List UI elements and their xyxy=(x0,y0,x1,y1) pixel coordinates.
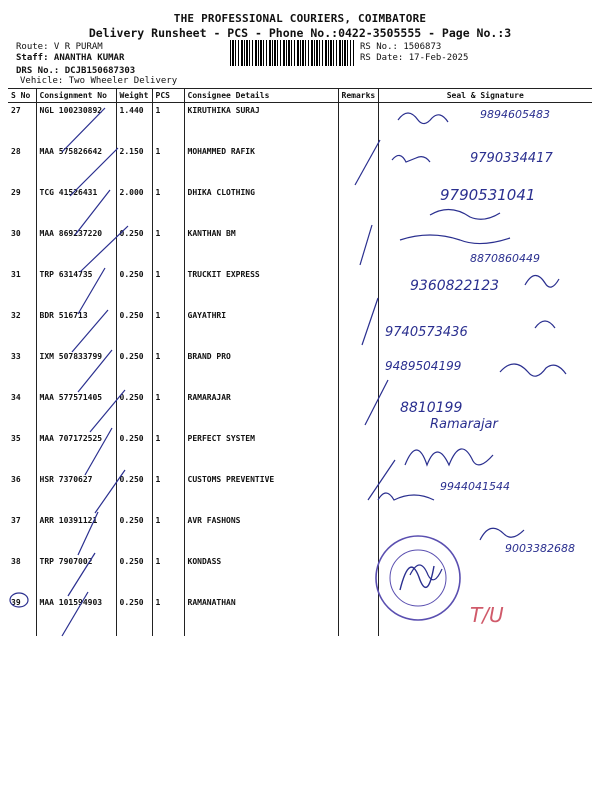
cell-remarks xyxy=(338,308,378,349)
cell-remarks xyxy=(338,472,378,513)
cell-sno: 33 xyxy=(8,349,36,390)
cell-signature xyxy=(378,226,592,267)
cell-remarks xyxy=(338,390,378,431)
cell-weight: 0.250 xyxy=(116,267,152,308)
cell-pcs: 1 xyxy=(152,267,184,308)
cell-consignee: GAYATHRI xyxy=(184,308,338,349)
cell-weight: 2.150 xyxy=(116,144,152,185)
cell-signature xyxy=(378,103,592,145)
cell-remarks xyxy=(338,554,378,595)
cell-remarks xyxy=(338,267,378,308)
cell-consignment: MAA 707172525 xyxy=(36,431,116,472)
cell-remarks xyxy=(338,103,378,145)
cell-consignee: TRUCKIT EXPRESS xyxy=(184,267,338,308)
cell-consignee: KANTHAN BM xyxy=(184,226,338,267)
cell-weight: 0.250 xyxy=(116,472,152,513)
cell-sno: 29 xyxy=(8,185,36,226)
cell-remarks xyxy=(338,226,378,267)
table-row xyxy=(8,595,592,636)
cell-weight: 1.440 xyxy=(116,103,152,145)
table-row xyxy=(8,267,592,308)
cell-sno: 31 xyxy=(8,267,36,308)
table-row xyxy=(8,185,592,226)
cell-signature xyxy=(378,513,592,554)
cell-pcs: 1 xyxy=(152,308,184,349)
staff-label: Staff: ANANTHA KUMAR xyxy=(16,53,125,63)
cell-weight: 0.250 xyxy=(116,554,152,595)
cell-signature xyxy=(378,554,592,595)
cell-signature xyxy=(378,595,592,636)
col-sno: S No xyxy=(8,89,36,103)
cell-weight: 0.250 xyxy=(116,513,152,554)
table-row xyxy=(8,472,592,513)
cell-remarks xyxy=(338,513,378,554)
rs-date: RS Date: 17-Feb-2025 xyxy=(360,53,469,63)
cell-weight: 2.000 xyxy=(116,185,152,226)
hw-phone-30: 8870860449 xyxy=(470,252,540,265)
cell-sno: 37 xyxy=(8,513,36,554)
cell-signature xyxy=(378,472,592,513)
cell-sno: 35 xyxy=(8,431,36,472)
cell-pcs: 1 xyxy=(152,431,184,472)
col-signature: Seal & Signature xyxy=(378,89,592,103)
cell-consignment: NGL 100230892 xyxy=(36,103,116,145)
col-consignment: Consignment No xyxy=(36,89,116,103)
cell-consignee: MOHAMMED RAFIK xyxy=(184,144,338,185)
cell-consignee: AVR FASHONS xyxy=(184,513,338,554)
col-remarks: Remarks xyxy=(338,89,378,103)
cell-consignment: TRP 7907002 xyxy=(36,554,116,595)
cell-weight: 0.250 xyxy=(116,595,152,636)
cell-signature xyxy=(378,308,592,349)
cell-sno: 36 xyxy=(8,472,36,513)
cell-sno: 27 xyxy=(8,103,36,145)
cell-weight: 0.250 xyxy=(116,390,152,431)
route-label: Route: V R PURAM xyxy=(16,42,103,52)
cell-pcs: 1 xyxy=(152,390,184,431)
hw-phone-27: 9894605483 xyxy=(480,108,550,121)
cell-consignee: DHIKA CLOTHING xyxy=(184,185,338,226)
table-row xyxy=(8,349,592,390)
cell-sno: 34 xyxy=(8,390,36,431)
vehicle-label: Vehicle: Two Wheeler Delivery xyxy=(20,76,178,86)
cell-sno: 28 xyxy=(8,144,36,185)
cell-weight: 0.250 xyxy=(116,308,152,349)
hw-phone-37: 9003382688 xyxy=(505,542,575,555)
cell-sno: 39 xyxy=(8,595,36,636)
cell-signature xyxy=(378,144,592,185)
header-title: THE PROFESSIONAL COURIERS, COIMBATORE xyxy=(173,12,427,25)
cell-remarks xyxy=(338,595,378,636)
cell-weight: 0.250 xyxy=(116,349,152,390)
cell-consignment: BDR 516713 xyxy=(36,308,116,349)
hw-tu-note: T/U xyxy=(470,603,504,627)
cell-consignee: KONDASS xyxy=(184,554,338,595)
cell-pcs: 1 xyxy=(152,144,184,185)
cell-consignment: TCG 41526431 xyxy=(36,185,116,226)
cell-weight: 0.250 xyxy=(116,431,152,472)
cell-sno: 30 xyxy=(8,226,36,267)
cell-pcs: 1 xyxy=(152,103,184,145)
hw-phone-36: 9944041544 xyxy=(440,480,510,493)
cell-signature xyxy=(378,185,592,226)
cell-signature xyxy=(378,267,592,308)
cell-remarks xyxy=(338,349,378,390)
col-pcs: PCS xyxy=(152,89,184,103)
cell-pcs: 1 xyxy=(152,554,184,595)
cell-pcs: 1 xyxy=(152,472,184,513)
cell-remarks xyxy=(338,431,378,472)
cell-remarks xyxy=(338,144,378,185)
cell-signature xyxy=(378,431,592,472)
cell-pcs: 1 xyxy=(152,185,184,226)
col-consignee: Consignee Details xyxy=(184,89,338,103)
cell-consignment: MAA 577571405 xyxy=(36,390,116,431)
cell-consignee: PERFECT SYSTEM xyxy=(184,431,338,472)
hw-phone-32: 9740573436 xyxy=(385,325,468,340)
table-row xyxy=(8,103,592,145)
hw-phone-33: 9489504199 xyxy=(385,359,462,373)
cell-consignee: CUSTOMS PREVENTIVE xyxy=(184,472,338,513)
cell-pcs: 1 xyxy=(152,513,184,554)
hw-phone-31: 9360822123 xyxy=(410,278,500,294)
hw-phone-28: 9790334417 xyxy=(470,151,553,166)
cell-consignment: MAA 869237220 xyxy=(36,226,116,267)
barcode xyxy=(230,40,354,66)
cell-consignment: TRP 6314735 xyxy=(36,267,116,308)
cell-consignee: RAMARAJAR xyxy=(184,390,338,431)
cell-remarks xyxy=(338,185,378,226)
table-row xyxy=(8,308,592,349)
table-row xyxy=(8,226,592,267)
cell-weight: 0.250 xyxy=(116,226,152,267)
cell-pcs: 1 xyxy=(152,349,184,390)
header-subtitle: Delivery Runsheet - PCS - Phone No.:0422-3505555 - Page No.:3 xyxy=(88,26,512,40)
cell-pcs: 1 xyxy=(152,595,184,636)
table-row xyxy=(8,431,592,472)
col-weight: Weight xyxy=(116,89,152,103)
cell-consignment: MAA 101594903 xyxy=(36,595,116,636)
cell-consignment: IXM 507833799 xyxy=(36,349,116,390)
cell-consignee: RAMANATHAN xyxy=(184,595,338,636)
rs-number: RS No.: 1506873 xyxy=(360,42,442,52)
cell-consignee: BRAND PRO xyxy=(184,349,338,390)
drs-number: DRS No.: DCJB150687303 xyxy=(16,66,136,76)
cell-sno: 38 xyxy=(8,554,36,595)
runsheet-table xyxy=(8,88,592,636)
table-header-row xyxy=(8,89,592,103)
table-row xyxy=(8,513,592,554)
cell-consignment: ARR 10391121 xyxy=(36,513,116,554)
cell-consignment: HSR 7370627 xyxy=(36,472,116,513)
hw-phone-34: 8810199 xyxy=(400,400,463,416)
cell-signature xyxy=(378,390,592,431)
cell-sno: 32 xyxy=(8,308,36,349)
hw-phone-29: 9790531041 xyxy=(440,186,536,204)
table-row xyxy=(8,144,592,185)
hw-name-34: Ramarajar xyxy=(430,417,498,432)
cell-signature xyxy=(378,349,592,390)
cell-consignment: MAA 575826642 xyxy=(36,144,116,185)
cell-consignee: KIRUTHIKA SURAJ xyxy=(184,103,338,145)
cell-pcs: 1 xyxy=(152,226,184,267)
table-row xyxy=(8,554,592,595)
table-row xyxy=(8,390,592,431)
